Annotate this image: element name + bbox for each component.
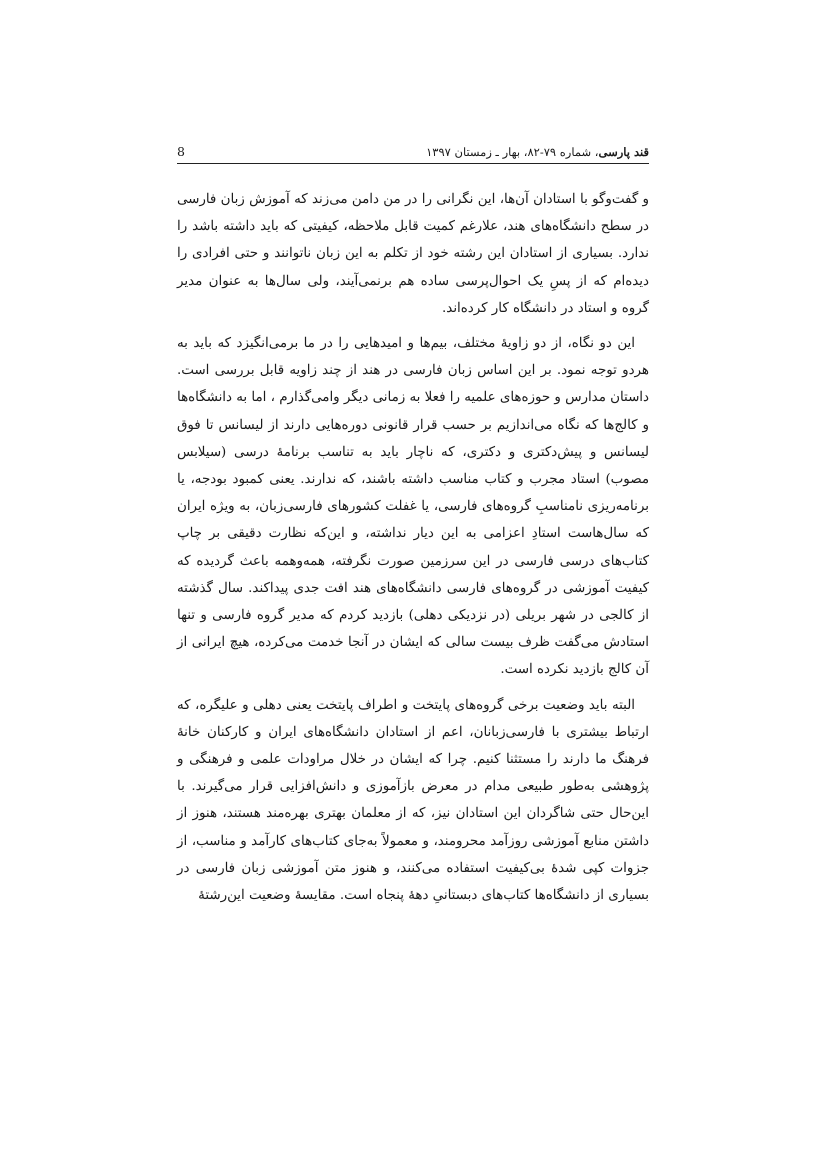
body-text xyxy=(177,186,649,917)
paragraph: البته باید وضعیت برخی گروه‌های پایتخت و اطراف پایتخت یعنی دهلی و علیگره، که ارتباط بیشتری با فارسی‌زبانان، اعم از استادان دانشگاه‌های ایران و کارکنان خانهٔ فرهنگ ما دارند را مستثنا کنیم. چرا که ایشان در خلال مراودات علمی و فرهنگی و پژوهشی به‌طور طبیعی مدام در معرض بازآموزی و دانش‌افزایی قرار می‌گیرند. با این‌حال حتی شاگردان این استادان نیز، که از معلمان بهتری بهره‌مند هستند، هنوز از داشتن منابع آموزشی روزآمد محرومند، و معمولاً به‌جای کتاب‌های کارآمد و مناسب، از جزوات کپی شدهٔ بی‌کیفیت استفاده می‌کنند، و هنوز متن آموزشی زبان فارسی در بسیاری از دانشگاه‌ها کتاب‌های دبستانیِ دههٔ پنجاه است. مقایسهٔ وضعیت این‌رشتهٔ xyxy=(177,697,649,904)
journal-name: قند پارسی xyxy=(598,145,649,159)
paragraph: و گفت‌وگو با استادان آن‌ها، این نگرانی را در من دامن می‌زند که آموزش زبان فارسی در سطح دانشگاه‌های هند، علارغم کمیت قابل ملاحظه، کیفیتی که باید داشته باشد را ندارد. بسیاری از استادان این رشته خود از تکلم به این زبان ناتوانند و حتی افرادی را دیده‌ام که از پسِ یک احوال‌پرسی ساده هم برنمی‌آیند، ولی سال‌ها به عنوان مدیر گروه و استاد در دانشگاه کار کرده‌اند. xyxy=(177,192,649,316)
journal-citation xyxy=(426,145,649,159)
page-number: 8 xyxy=(177,144,185,159)
issue-info: ، شماره ۷۹-۸۲، بهار ـ زمستان ۱۳۹۷ xyxy=(426,145,599,159)
running-header xyxy=(177,138,649,164)
paragraph: این دو نگاه، از دو زاویهٔ مختلف، بیم‌ها و امیدهایی را در ما برمی‌انگیزد که باید به هردو توجه نمود. بر این اساس زبان فارسی در هند از چند زاویه قابل بررسی است. داستان مدارس و حوزه‌های علمیه را فعلا به زمانی دیگر وامی‌گذارم ، اما به دانشگاه‌ها و کالج‌ها که نگاه می‌اندازیم بر حسب قرار قانونی دوره‌هایی دارند از لیسانس تا فوق لیسانس و پیش‌دکتری و دکتری، که ناچار باید به تناسب برنامهٔ درسی (سیلابس مصوب) استاد مجرب و کتاب مناسب داشته باشند، که ندارند. یعنی کمبود بودجه، یا برنامه‌ریزی نامناسبِ گروه‌های فارسی، یا غفلت کشورهای فارسی‌زبان، به ویژه ایران که سال‌هاست استادِ اعزامی به این دیار نداشته، و این‌که نظارت دقیقی بر چاپ کتاب‌های درسی فارسی در این سرزمین صورت نگرفته، همه‌وهمه باعث گردیده که کیفیت آموزشی در گروه‌های فارسی دانشگاه‌های هند افت جدی پیداکند. سال گذشته از کالجی در شهر بریلی (در نزدیکی دهلی) بازدید کردم که مدیر گروه فارسی و تنها استادش می‌گفت ظرف بیست سالی که ایشان در آنجا خدمت می‌کرده، هیچ ایرانی از آن کالج بازدید نکرده است. xyxy=(177,336,649,678)
